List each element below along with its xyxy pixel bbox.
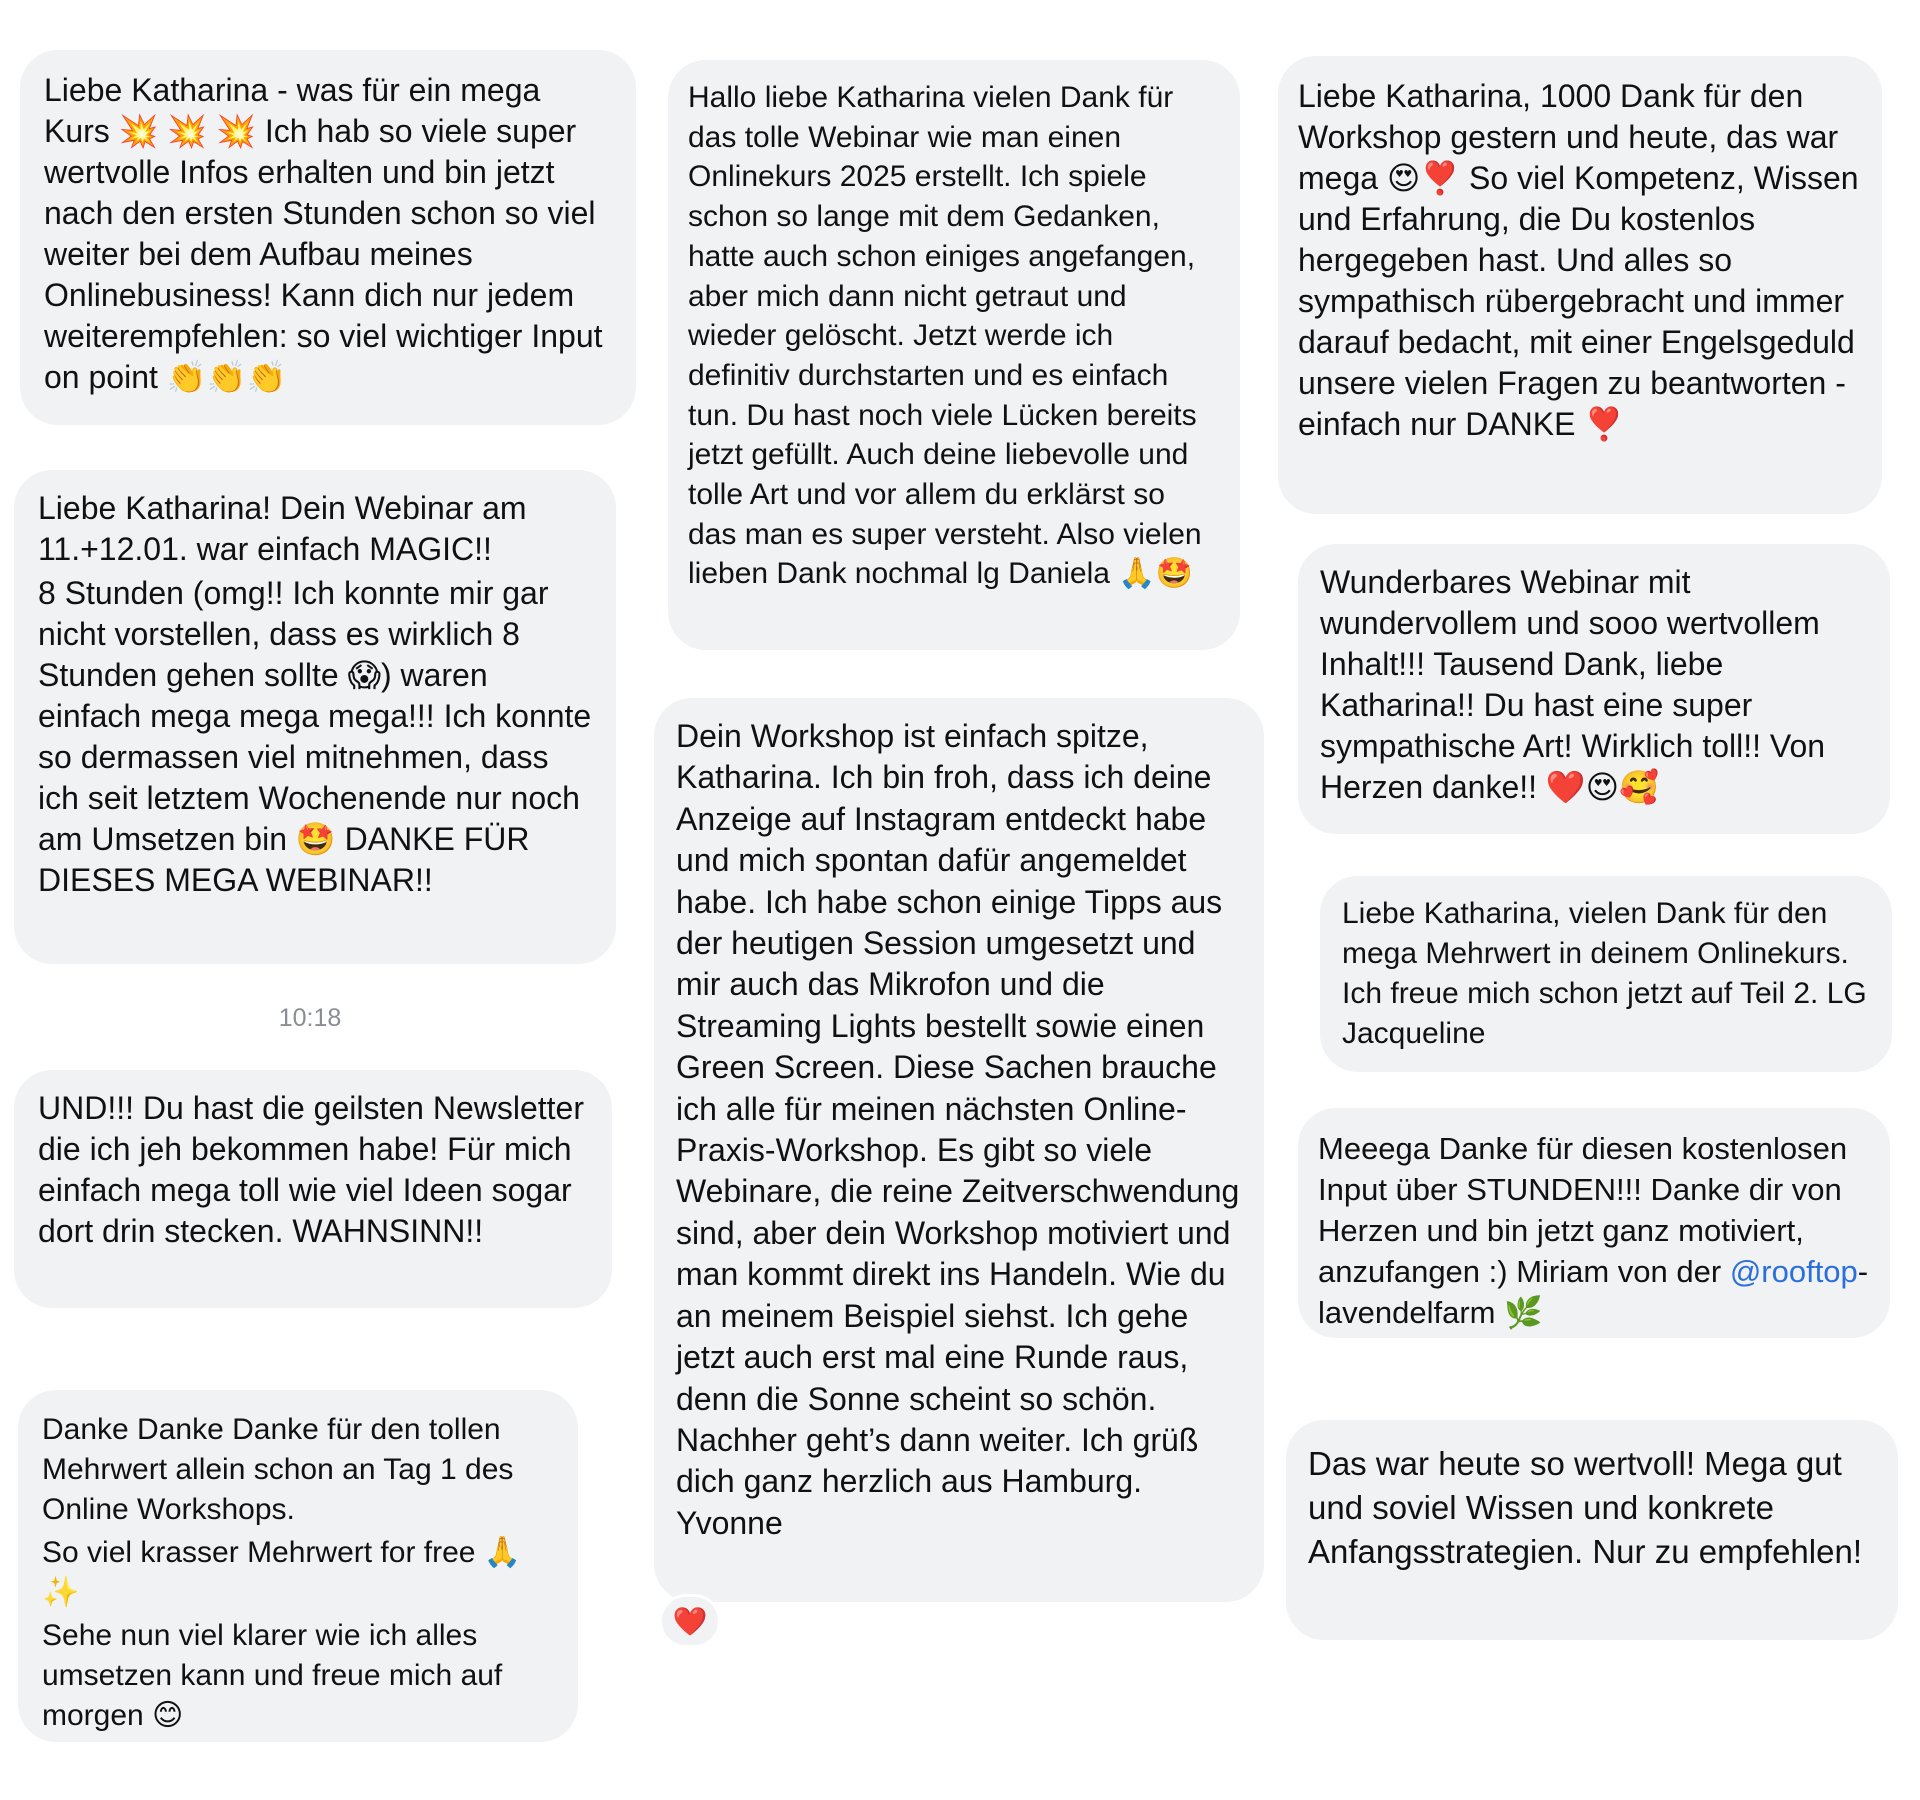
message-text: Sehe nun viel klarer wie ich alles umsetzen kann und freue mich auf morgen 😊 xyxy=(42,1619,503,1732)
message-text: Wunderbares Webinar mit wundervollem und sooo wertvollem Inhalt!!! Tausend Dank, liebe Katharina!! Du hast eine super sympathische Art! Wirklich toll!! Von Herzen danke!! ❤️😍🥰 xyxy=(1320,564,1826,805)
message-text: Liebe Katharina - was für ein mega Kurs 💥 💥 💥 Ich hab so viele super wertvolle Infos erhalten und bin jetzt nach den ersten Stunden schon so viel weiter bei dem Aufbau meines Onlinebusiness! Kann dich nur jedem weiterempfehlen: so viel wichtiger Input on point 👏👏👏 xyxy=(44,72,603,395)
message-bubble-8[interactable] xyxy=(1298,544,1890,834)
message-bubble-7[interactable] xyxy=(1278,56,1882,514)
message-text: Das war heute so wertvoll! Mega gut und soviel Wissen und konkrete Anfangsstrategien. Nur zu empfehlen! xyxy=(1308,1445,1862,1570)
message-timestamp: 10:18 xyxy=(278,1004,342,1032)
message-bubble-2[interactable] xyxy=(14,470,616,964)
message-text: Dein Workshop ist einfach spitze, Katharina. Ich bin froh, dass ich deine Anzeige auf Instagram entdeckt habe und mich spontan dafür angemeldet habe. Ich habe schon einige Tipps aus der heutigen Session umgesetzt und mir auch das Mikrofon und die Streaming Lights bestellt sowie einen Green Screen. Diese Sachen brauche ich alle für meinen nächsten Online-Praxis-Workshop. Es gibt so viele Webinare, die reine Zeitverschwendung sind, aber dein Workshop motiviert und man kommt direkt ins Handeln. Wie du an meinem Beispiel siehst. Ich gehe jetzt auch erst mal eine Runde raus, denn die Sonne scheint so schön. Nachher geht’s dann weiter. Ich grüß dich ganz herzlich aus Hamburg. Yvonne xyxy=(676,718,1240,1541)
message-bubble-11[interactable] xyxy=(1286,1420,1898,1640)
message-text xyxy=(1318,1128,1872,1333)
user-mention-link[interactable]: @rooftop xyxy=(1729,1254,1858,1289)
message-bubble-1[interactable] xyxy=(20,50,636,425)
message-text: Danke Danke Danke für den tollen Mehrwert allein schon an Tag 1 des Online Workshops. xyxy=(42,1413,514,1526)
message-text: Liebe Katharina! Dein Webinar am 11.+12.01. war einfach MAGIC!! xyxy=(38,490,527,567)
message-bubble-3[interactable] xyxy=(14,1070,612,1308)
message-text-part: Meeega Danke für diesen kostenlosen Input über STUNDEN!!! Danke dir von Herzen und bin jetzt ganz motiviert, anzufangen :) Miriam von der xyxy=(1318,1131,1848,1289)
message-bubble-10[interactable] xyxy=(1298,1108,1890,1338)
message-text: Hallo liebe Katharina vielen Dank für das tolle Webinar wie man einen Onlinekurs 2025 erstellt. Ich spiele schon so lange mit dem Gedanken, hatte auch schon einiges angefangen, aber mich dann nicht getraut und wieder gelöscht. Jetzt werde ich definitiv durchstarten und es einfach tun. Du hast noch viele Lücken bereits jetzt gefüllt. Auch deine liebevolle und tolle Art und vor allem du erklärst so das man es super versteht. Also vielen lieben Dank nochmal lg Daniela 🙏🤩 xyxy=(688,81,1202,591)
heart-reaction-icon[interactable]: ❤️ xyxy=(659,1594,721,1648)
message-text: Liebe Katharina, vielen Dank für den mega Mehrwert in deinem Onlinekurs. Ich freue mich schon jetzt auf Teil 2. LG Jacqueline xyxy=(1342,897,1867,1050)
message-text: Liebe Katharina, 1000 Dank für den Workshop gestern und heute, das war mega 😍❣️ So viel Kompetenz, Wissen und Erfahrung, die Du kostenlos hergegeben hast. Und alles so sympathisch rübergebracht und immer darauf bedacht, mit einer Engelsgeduld unsere vielen Fragen zu beantworten - einfach nur DANKE ❣️ xyxy=(1298,78,1859,442)
message-bubble-9[interactable] xyxy=(1320,876,1892,1072)
message-bubble-6[interactable] xyxy=(654,698,1264,1602)
message-text: 8 Stunden (omg!! Ich konnte mir gar nicht vorstellen, dass es wirklich 8 Stunden gehen sollte 😱) waren einfach mega mega mega!!! Ich konnte so dermassen viel mitnehmen, dass ich seit letztem Wochenende nur noch am Umsetzen bin 🤩 DANKE FÜR DIESES MEGA WEBINAR!! xyxy=(38,575,592,898)
message-bubble-5[interactable] xyxy=(668,60,1240,650)
message-text: UND!!! Du hast die geilsten Newsletter die ich jeh bekommen habe! Für mich einfach mega toll wie viel Ideen sogar dort drin stecken. WAHNSINN!! xyxy=(38,1090,584,1249)
message-text: So viel krasser Mehrwert for free 🙏✨ xyxy=(42,1536,522,1609)
message-bubble-4[interactable] xyxy=(18,1390,578,1742)
message-text-part: -lavendelfarm 🌿 xyxy=(1318,1254,1869,1330)
